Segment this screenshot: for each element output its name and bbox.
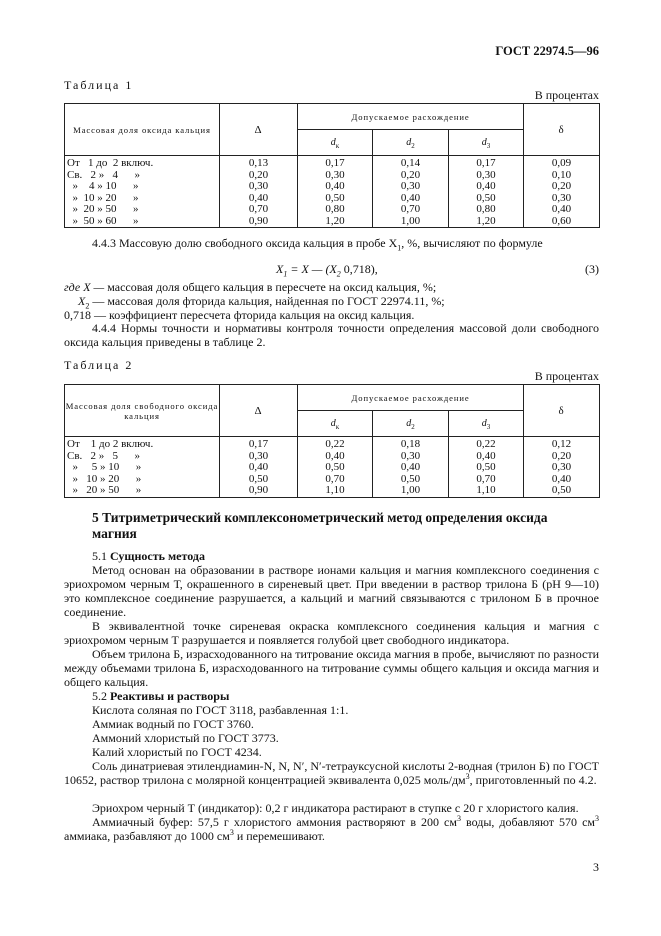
- table-row: » 10 » 20 » 0,40 0,50 0,40 0,50 0,30: [65, 193, 600, 205]
- where-line-2: $X_2$ — массовая доля фторида кальция, найденная по ГОСТ 22974.11, %;: [78, 294, 445, 311]
- reagent-potassium-chloride: Калий хлористый по ГОСТ 4234.: [92, 745, 262, 759]
- table2-header-dk: $d_к$: [298, 411, 373, 437]
- table2-units: В процентах: [534, 369, 599, 383]
- reagent-hcl: Кислота соляная по ГОСТ 3118, разбавленная 1:1.: [92, 703, 349, 717]
- table-row: » 10 » 20 » 0,50 0,70 0,50 0,70 0,40: [65, 474, 600, 486]
- page-number: 3: [593, 860, 599, 874]
- paragraph-5-1-3: Объем трилона Б, израсходованного на титрование оксида магния в пробе, вычисляют по разности между объемами трилона Б, израсходованного на титрование суммы общего кальция и оксида магния и общего кальция.: [64, 647, 599, 689]
- document-code: ГОСТ 22974.5—96: [495, 44, 599, 58]
- paragraph-5-1-2: В эквивалентной точке сиреневая окраска комплексного соединения кальция и магния с эриохромом черным Т разрушается и появляется голубой цвет свободного индикатора.: [64, 619, 599, 647]
- table2-caption: Таблица 2: [64, 358, 134, 372]
- reagent-ammonia-buffer: Аммиачный буфер: 57,5 г хлористого аммония растворяют в 200 $см^3$ воды, добавляют 570 $см^3$ аммиака, разбавляют до 1000 $см^3$ и перемешивают.: [64, 814, 599, 843]
- table-row: » 50 » 60 » 0,90 1,20 1,00 1,20 0,60: [65, 216, 600, 228]
- table-row: Св. 2 » 4 » 0,20 0,30 0,20 0,30 0,10: [65, 170, 600, 182]
- table2-header-mass: Массовая доля свободного оксида кальция: [65, 385, 220, 437]
- where-line-1: где X — массовая доля общего кальция в пересчете на оксид кальция, %;: [64, 280, 437, 294]
- table2-header-dop: Допускаемое расхождение: [298, 385, 524, 411]
- subsection-5-1-heading: 5.1 Сущность метода: [92, 549, 205, 563]
- paragraph-4-4-3: 4.4.3 Массовую долю свободного оксида кальция в пробе $X_1$, %, вычисляют по формуле: [92, 236, 543, 253]
- table2-header-small-delta: δ: [524, 385, 600, 437]
- reagent-eriochrome: Эриохром черный Т (индикатор): 0,2 г индикатора растирают в ступке с 20 г хлористого калия.: [92, 801, 579, 815]
- table1-header-small-delta: δ: [524, 104, 600, 156]
- formula-3: $X_1 = X$ — ($X_2$ 0,718),: [276, 262, 378, 279]
- reagent-ammonium-chloride: Аммоний хлористый по ГОСТ 3773.: [92, 731, 279, 745]
- paragraph-5-1-1: Метод основан на образовании в растворе ионами кальция и магния комплексного соединения с эриохромом черным Т, окрашенного в сиреневый цвет. При введении в раствор трилона Б (рН 9—10) это комплексное соединение разрушается, а кальций и магний связываются с трилоном Б в прочное соединение.: [64, 563, 599, 619]
- table2-header-d3: $d_3$: [449, 411, 524, 437]
- formula-number: (3): [585, 262, 599, 276]
- subsection-5-2-heading: 5.2 Реактивы и растворы: [92, 689, 230, 703]
- table1-header-dk: $d_к$: [298, 130, 373, 156]
- table1-header-delta: Δ: [220, 104, 298, 156]
- table-row: » 20 » 50 » 0,90 1,10 1,00 1,10 0,50: [65, 485, 600, 497]
- table1-header-d3: $d_3$: [449, 130, 524, 156]
- reagent-trilon-b: Соль динатриевая этилендиамин-N, N, N′, N′-тетрауксусной кислоты 2-водная (трилон Б) по ГОСТ 10652, раствор трилона с молярной концентрацией эквивалента 0,025 моль/$дм^3$, приготовленный по 4.2.: [64, 759, 599, 787]
- table1: [64, 103, 600, 228]
- table1-units: В процентах: [534, 88, 599, 102]
- section-5-heading: 5 Титриметрический комплексонометрический метод определения оксида магния: [92, 510, 548, 541]
- table-row: » 4 » 10 » 0,30 0,40 0,30 0,40 0,20: [65, 181, 600, 193]
- table-row: » 20 » 50 » 0,70 0,80 0,70 0,80 0,40: [65, 204, 600, 216]
- paragraph-4-4-4: 4.4.4 Нормы точности и нормативы контроля точности определения массовой доли свободного оксида кальция приведены в таблице 2.: [64, 321, 599, 349]
- where-line-3: 0,718 — коэффициент пересчета фторида кальция на оксид кальция.: [64, 308, 415, 322]
- table1-header-dop: Допускаемое расхождение: [298, 104, 524, 130]
- table-row: Св. 2 » 5 » 0,30 0,40 0,30 0,40 0,20: [65, 451, 600, 463]
- table2-header-delta: Δ: [220, 385, 298, 437]
- table2: [64, 384, 600, 498]
- table1-header-d2: $d_2$: [373, 130, 449, 156]
- reagent-ammonia: Аммиак водный по ГОСТ 3760.: [92, 717, 254, 731]
- table-row: » 5 » 10 » 0,40 0,50 0,40 0,50 0,30: [65, 462, 600, 474]
- table-row: От 1 до 2 включ. 0,17 0,22 0,18 0,22 0,12: [65, 437, 600, 451]
- table1-header-mass: Массовая доля оксида кальция: [65, 104, 220, 156]
- table1-caption: Таблица 1: [64, 78, 134, 92]
- table2-header-d2: $d_2$: [373, 411, 449, 437]
- table-row: От 1 до 2 включ. 0,13 0,17 0,14 0,17 0,09: [65, 156, 600, 170]
